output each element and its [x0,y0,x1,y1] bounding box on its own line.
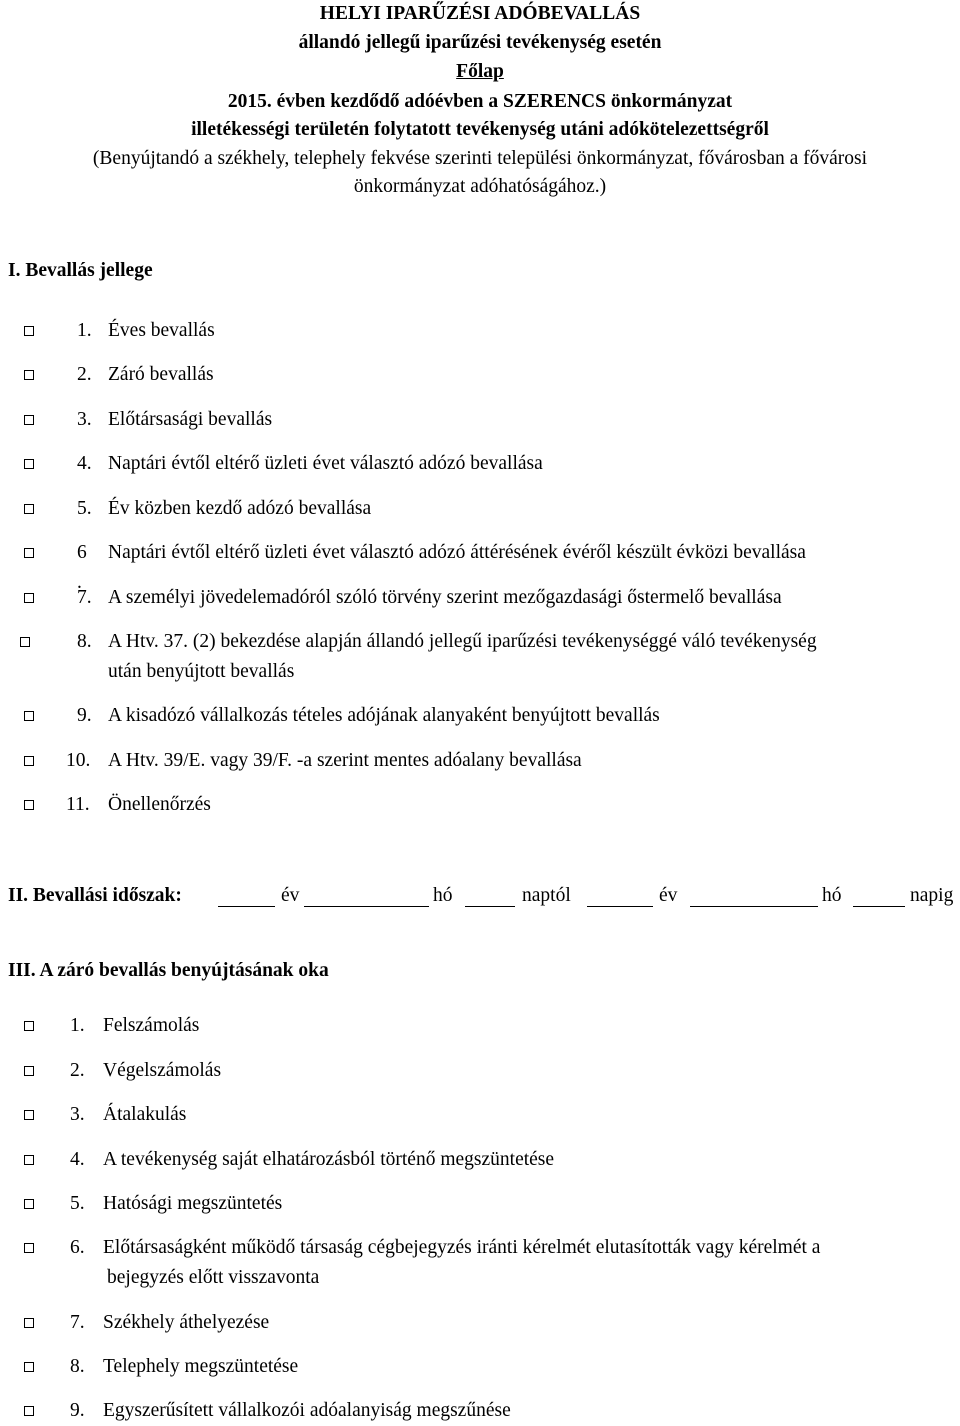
option-number: 1. [70,1015,85,1036]
section-3-title: III. A záró bevallás benyújtásának oka [8,960,329,981]
option-label: Záró bevallás [108,364,214,385]
end-year-blank[interactable] [587,906,653,907]
option-number: 8. [77,631,92,652]
checkbox[interactable] [24,459,34,469]
checkbox[interactable] [24,800,34,810]
end-year-label: év [659,885,678,906]
form-page-label: Főlap [456,61,504,82]
option-number: 11. [66,794,90,815]
checkbox[interactable] [24,1110,34,1120]
option-label: A személyi jövedelemadóról szóló törvény szerint mezőgazdasági őstermelő bevallása [108,587,782,608]
option-label-continued: bejegyzés előtt visszavonta [107,1267,320,1288]
option-number: 7. [77,587,92,608]
checkbox[interactable] [24,756,34,766]
start-month-blank[interactable] [304,906,429,907]
option-label: A kisadózó vállalkozás tételes adójának alanyaként benyújtott bevallás [108,705,660,726]
checkbox[interactable] [24,1318,34,1328]
end-month-blank[interactable] [690,906,818,907]
option-number: 1. [77,320,92,341]
option-label: A Htv. 37. (2) bekezdése alapján állandó jellegű iparűzési tevékenységgé váló tevékenység [108,631,817,652]
option-number: 6 . [77,542,87,593]
checkbox[interactable] [24,1021,34,1031]
form-title: HELYI IPARŰZÉSI ADÓBEVALLÁS [319,3,641,24]
option-label: Felszámolás [103,1015,200,1036]
option-number: 5. [77,498,92,519]
option-number: 10. [66,750,91,771]
submission-note-line2: önkormányzat adóhatóságához.) [353,176,607,197]
option-label: Előtársaságként működő társaság cégbejegyzés iránti kérelmét elutasították vagy kérelmét a [103,1237,821,1258]
option-label: Önellenőrzés [108,794,211,815]
checkbox[interactable] [24,593,34,603]
section-2-title: II. Bevallási időszak: [8,885,182,906]
tax-year-line: 2015. évben kezdődő adóévben a SZERENCS önkormányzat [227,91,733,112]
checkbox[interactable] [24,370,34,380]
end-day-label: napig [910,885,954,906]
form-subtitle: állandó jellegű iparűzési tevékenység esetén [298,32,662,53]
jurisdiction-line: illetékességi területén folytatott tevékenység utáni adókötelezettségről [191,119,769,140]
option-label: Előtársasági bevallás [108,409,273,430]
option-number: 2. [70,1060,85,1081]
option-number: 2. [77,364,92,385]
start-year-blank[interactable] [218,906,275,907]
checkbox[interactable] [24,415,34,425]
option-label-continued: után benyújtott bevallás [108,661,295,682]
start-year-label: év [281,885,300,906]
option-label: Székhely áthelyezése [103,1312,270,1333]
option-number: 3. [70,1104,85,1125]
start-month-label: hó [433,885,453,906]
option-label: Telephely megszüntetése [103,1356,299,1377]
option-number: 9. [77,705,92,726]
option-number: 6. [70,1237,85,1258]
option-label: Éves bevallás [108,320,215,341]
checkbox[interactable] [24,326,34,336]
end-month-label: hó [822,885,842,906]
option-number: 3. [77,409,92,430]
option-number: 8. [70,1356,85,1377]
start-day-blank[interactable] [465,906,515,907]
option-number: 5. [70,1193,85,1214]
option-label: Naptári évtől eltérő üzleti évet választó adózó áttérésének évéről készült évközi bevallása [108,542,806,563]
checkbox[interactable] [24,1066,34,1076]
checkbox[interactable] [20,637,30,647]
option-number: 9. [70,1400,85,1421]
option-label: Év közben kezdő adózó bevallása [108,498,372,519]
checkbox[interactable] [24,1243,34,1253]
start-day-label: naptól [522,885,571,906]
end-day-blank[interactable] [853,906,905,907]
checkbox[interactable] [24,1362,34,1372]
option-label: A tevékenység saját elhatározásból történő megszüntetése [103,1149,555,1170]
option-label: Naptári évtől eltérő üzleti évet választó adózó bevallása [108,453,543,474]
submission-note-line1: (Benyújtandó a székhely, telephely fekvése szerinti települési önkormányzat, fővárosban a fővárosi [92,148,868,169]
option-label: Egyszerűsített vállalkozói adóalanyiság megszűnése [103,1400,511,1421]
option-label: Hatósági megszüntetés [103,1193,283,1214]
option-label: Végelszámolás [103,1060,222,1081]
option-number: 7. [70,1312,85,1333]
checkbox[interactable] [24,711,34,721]
checkbox[interactable] [24,504,34,514]
checkbox[interactable] [24,548,34,558]
section-1-title: I. Bevallás jellege [8,260,153,281]
option-label: Átalakulás [103,1104,187,1125]
option-number: 4. [77,453,92,474]
checkbox[interactable] [24,1155,34,1165]
checkbox[interactable] [24,1199,34,1209]
option-label: A Htv. 39/E. vagy 39/F. -a szerint mentes adóalany bevallása [108,750,582,771]
option-number: 4. [70,1149,85,1170]
checkbox[interactable] [24,1406,34,1416]
